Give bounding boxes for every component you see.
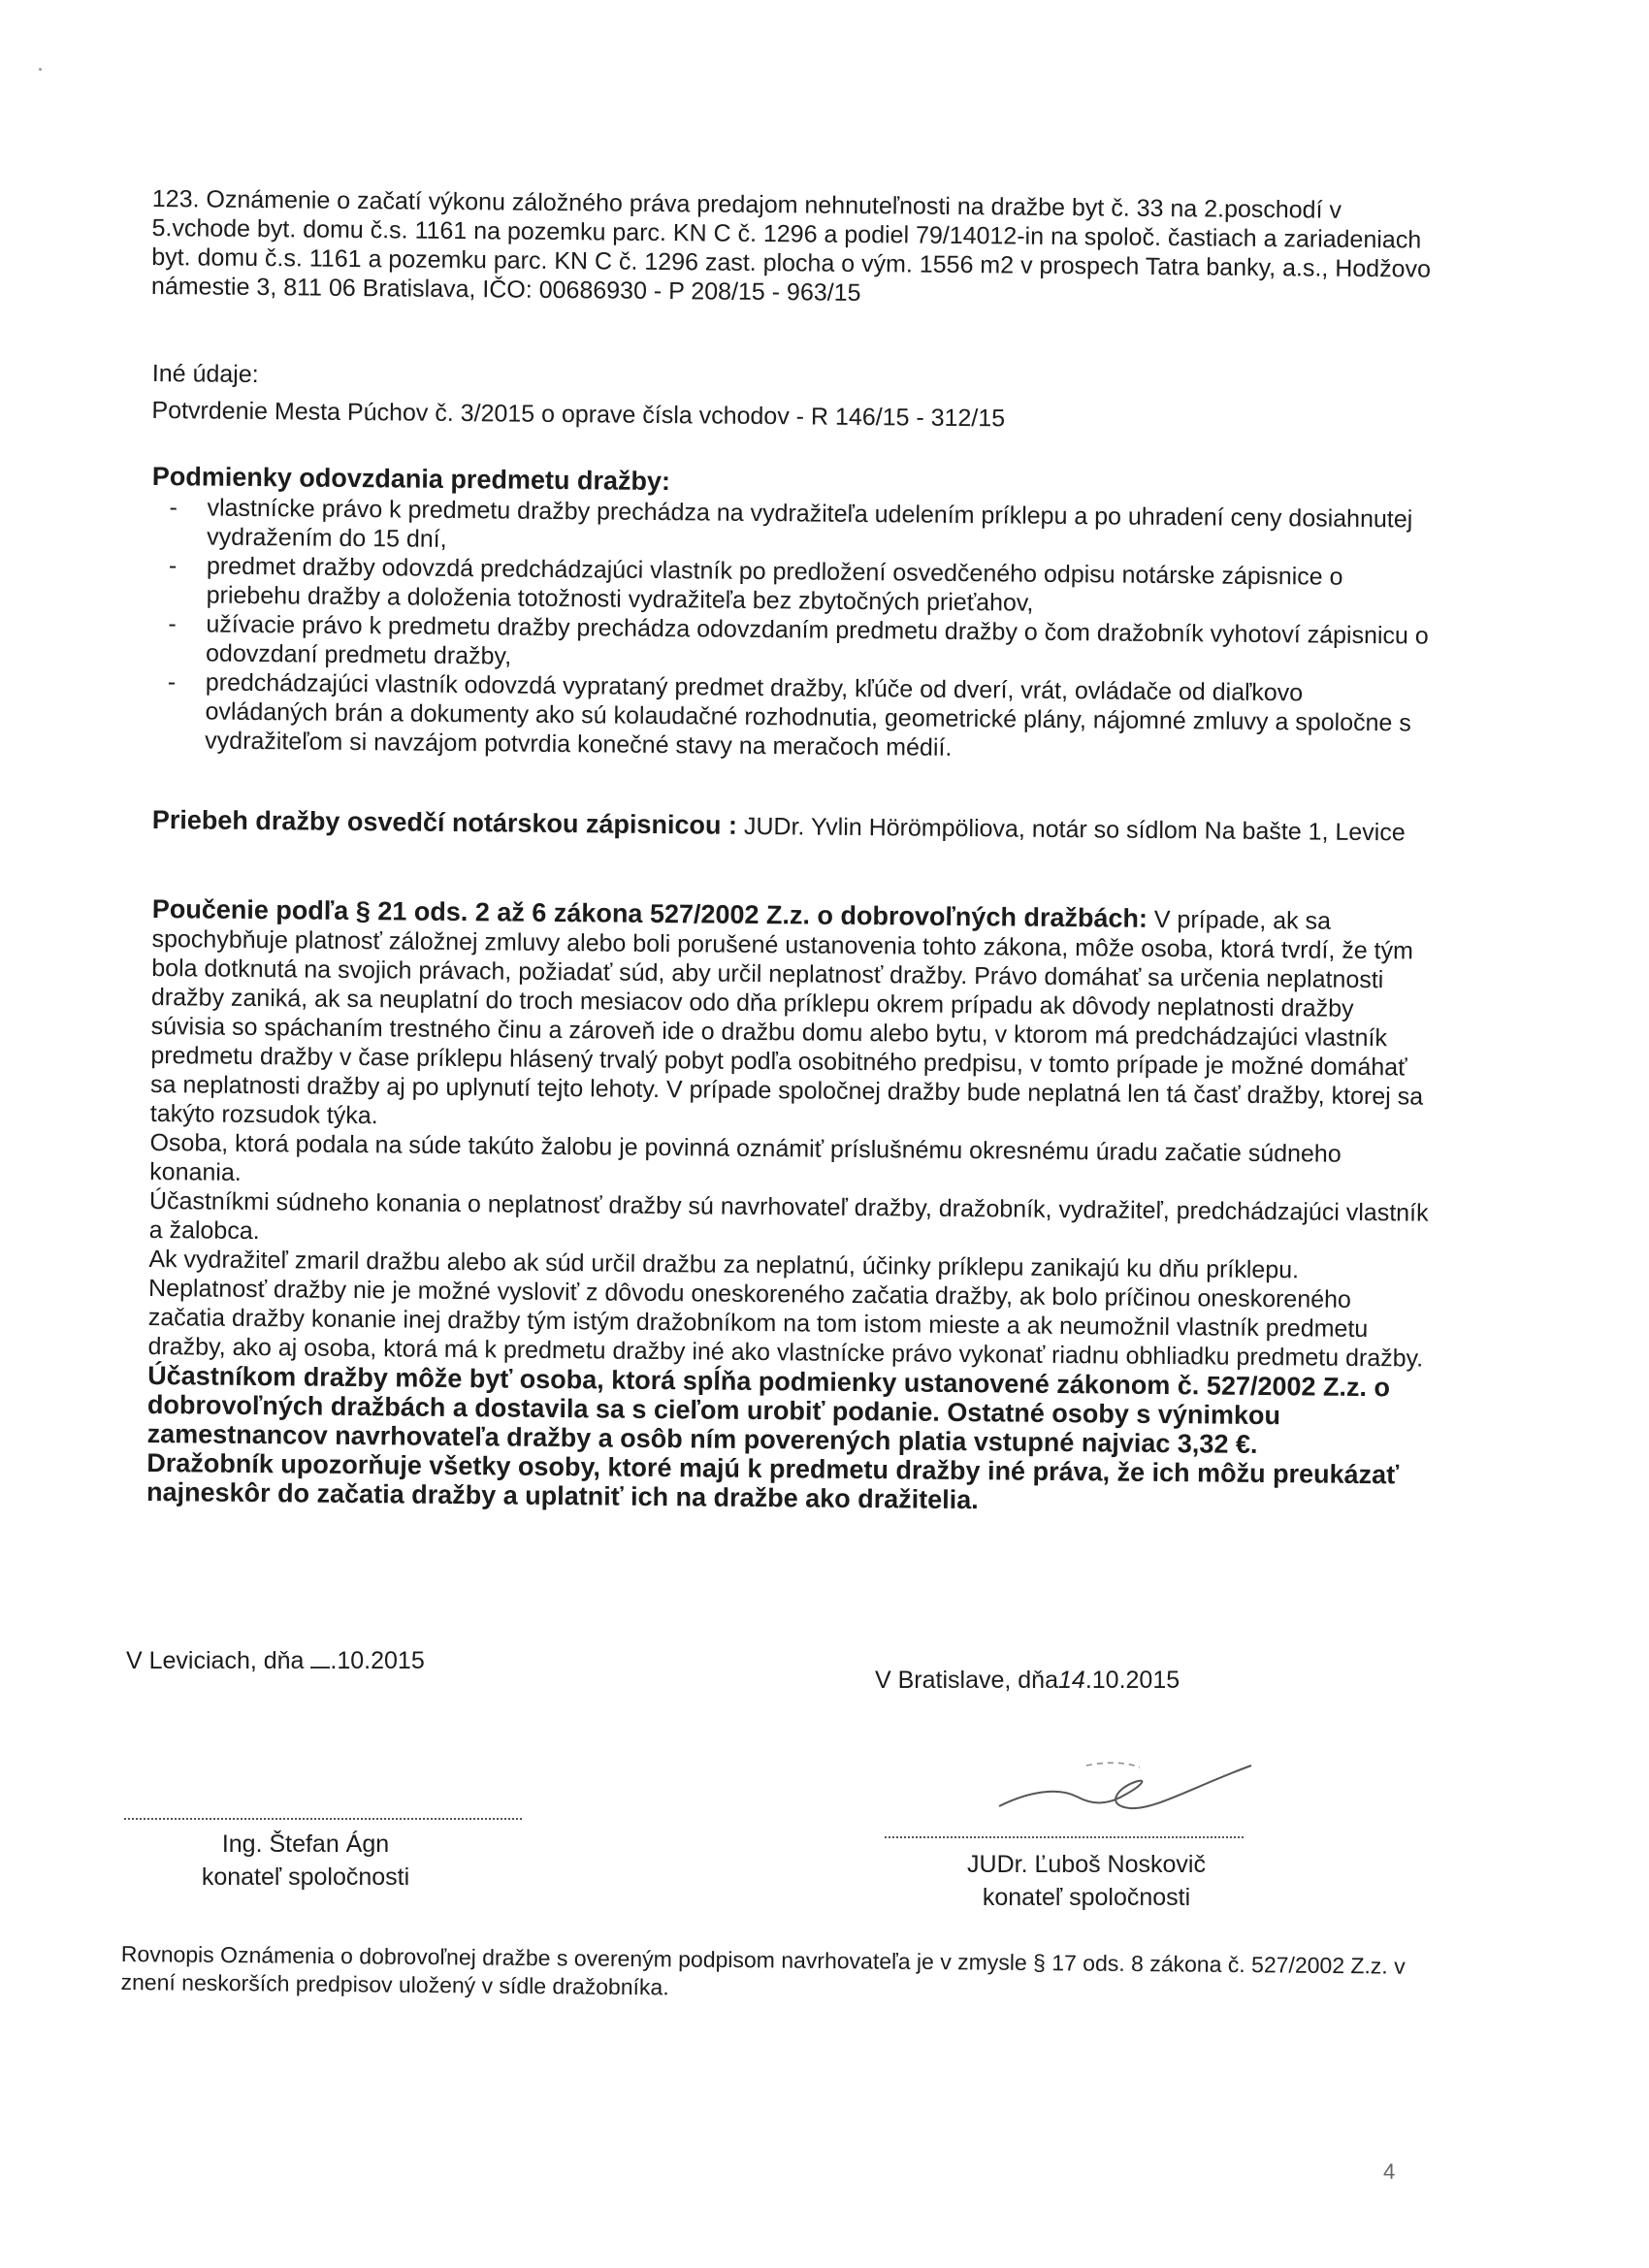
condition-item: - predchádzajúci vlastník odovzdá vypratаný predmet dražby, kľúče od dverí, vrát, ovládače od diaľkovo ovládaných brán a dokumenty ako sú kolaudačné rozhodnutia, geometrické plány, nájomné zmluvy a spoločne s vydražiteľom si navzájom potvrdia konečné stavy na meračoch médií. [149, 667, 1431, 767]
other-data-section [151, 359, 1433, 437]
handwritten-signature [970, 1748, 1280, 1835]
signature-line-right [885, 1836, 1244, 1838]
scan-speck [39, 68, 42, 71]
participants-notice: Účastníkom dražby môže byť osoba, ktorá spĺňa podmienky ustanovené zákonom č. 527/2002 Z.z. o dobrovoľných dražbách a dostavila sa s cieľom urobiť podanie. Ostatné osoby s výnimkou zamestnancov navrhovateľa dražby a osôb ním poverených platia vstupné najviac 3,32 €. [146, 1360, 1391, 1459]
instruction-paragraph: Ak vydražiteľ zmaril dražbu alebo ak súd určil dražbu za neplatnú, účinky príklepu zanikajú ku dňu príklepu. [148, 1245, 1300, 1284]
date-left-suffix: .10.2015 [330, 1647, 425, 1674]
condition-item: - predmet dražby odovzdá predchádzajúci vlastník po predložení osvedčeného odpisu notárske zápisnice o priebehu dražby a doloženia totožnosti vydražiteľa bez zbytočných prieťahov, [151, 551, 1433, 622]
condition-item: - vlastnícke právo k predmetu dražby prechádza na vydražiteľa udelením príklepu a po uhradení ceny dosiahnutej vydražením do 15 dní, [151, 493, 1433, 564]
instruction-label: Poučenie podľa § 21 ods. 2 až 6 zákona 527/2002 Z.z. o dobrovoľných dražbách: [151, 894, 1148, 933]
date-right-day: 14 [1058, 1667, 1085, 1694]
instruction-paragraph: Účastníkmi súdneho konania o neplatnosť dražby sú navrhovateľ dražby, dražobník, vydražiteľ, predchádzajúci vlastník a žalobca. [148, 1186, 1429, 1246]
place-date-left [126, 1644, 425, 1677]
rights-notice: Dražobník upozorňuje všetky osoby, ktoré majú k predmetu dražby iné práva, že ich môžu preukázať najneskôr do začatia dražby a uplatniť ich na dražbe ako dražitelia. [146, 1447, 1400, 1515]
other-data-text: Potvrdenie Mesta Púchov č. 3/2015 o oprave čísla vchodov - R 146/15 - 312/15 [151, 396, 1006, 433]
instruction-intro: V prípade, ak sa spochybňuje platnosť záložnej zmluvy alebo boli porušené ustanovenia tohto zákona, môže osoba, ktorá tvrdí, že tým bola dotknutá na svojich právach, požiadať súd, aby určil neplatnosť dražby. Právo domáhať sa určenia neplatnosti dražby zaniká, ak sa neuplatní do troch mesiacov odo dňa príklepu okrem prípadu ak dôvody neplatnosti dražby súvisia so spáchaním trestného činu a zároveň ide o dražbu domu alebo bytu, v ktorom má predchádzajúci vlastník predmetu dražby v čase príklepu hlásený trvalý pobyt podľa osobitného predpisu, v tomto prípade je možné domáhať sa neplatnosti dražby aj po uplynutí tejto lehoty. V prípade spoločnej dražby bude neplatná len tá časť dražby, ktorej sa takýto rozsudok týka. [149, 905, 1424, 1130]
instruction-paragraph: Osoba, ktorá podala na súde takúto žalobu je povinná oznámiť príslušnému okresnému úradu začatie súdneho konania. [149, 1128, 1342, 1186]
page-number: 4 [1383, 2159, 1396, 2184]
date-left-blank [310, 1667, 330, 1669]
signature-line-left [124, 1818, 522, 1820]
announcement-123 [151, 184, 1433, 313]
signatory-right [902, 1848, 1271, 1914]
signatory-left-name: Ing. Štefan Ágn [221, 1831, 390, 1858]
footer-note [120, 1940, 1415, 2009]
instruction-paragraph: Neplatnosť dražby nie je možné vysloviť z dôvodu oneskoreného začatia dražby, ak bolo príčinou oneskoreného začatia dražby konanie inej dražby tým istým dražobníkom na tom istom mieste a ak neumožnil vlastník predmetu dražby, ako aj osoba, ktorá má k predmetu dražby iné ako vlastnícke právo vykonať riadnu obhliadku predmetu dražby. [147, 1274, 1424, 1373]
place-date-right [875, 1664, 1180, 1697]
place-right: V Bratislave, dňa [875, 1667, 1058, 1694]
signatory-right-role: konateľ spoločnosti [982, 1884, 1191, 1911]
signatory-left-role: konateľ spoločnosti [201, 1863, 410, 1891]
date-right-suffix: .10.2015 [1084, 1667, 1180, 1694]
instruction-section [146, 894, 1433, 1519]
conditions-list [149, 493, 1433, 767]
other-data-heading: Iné údaje: [151, 359, 259, 389]
conditions-section [149, 462, 1433, 767]
notary-text: JUDr. Yvlin Hörömpöliova, notár so sídlom Na bašte 1, Levice [743, 812, 1406, 847]
announcement-text: 123. Oznámenie o začatí výkonu záložného práva predajom nehnuteľnosti na dražbe byt č. 33 na 2.poschodí v 5.vchode byt. domu č.s. 1161 na pozemku parc. KN C č. 1296 a podiel 79/14012-in na spoloč. častiach a zariadeniach byt. domu č.s. 1161 a pozemku parc. KN C č. 1296 zast. plocha o vým. 1556 m2 v prospech Tatra banky, a.s., Hodžovo námestie 3, 811 06 Bratislava, IČO: 00686930 - P 208/15 - 963/15 [150, 184, 1432, 308]
notary-section [152, 805, 1433, 848]
notary-label: Priebeh dražby osvedčí notárskou zápisnicou : [151, 805, 738, 840]
signatory-right-name: JUDr. Ľuboš Noskovič [967, 1851, 1206, 1878]
footer-note-text: Rovnopis Oznámenia o dobrovoľnej dražbe s overeným podpisom navrhovateľa je v zmysle § 17 ods. 8 zákona č. 527/2002 Z.z. v znení neskorších predpisov uložený v sídle dražobníka. [120, 1941, 1406, 2000]
condition-item: - užívacie právo k predmetu dražby prechádza odovzdaním predmetu dražby o čom dražobník vyhotoví zápisnicu o odovzdaní predmetu dražby, [150, 609, 1432, 680]
place-left: V Leviciach, dňa [126, 1647, 311, 1674]
signatory-left [146, 1828, 466, 1894]
conditions-heading: Podmienky odovzdania predmetu dražby: [151, 462, 671, 497]
